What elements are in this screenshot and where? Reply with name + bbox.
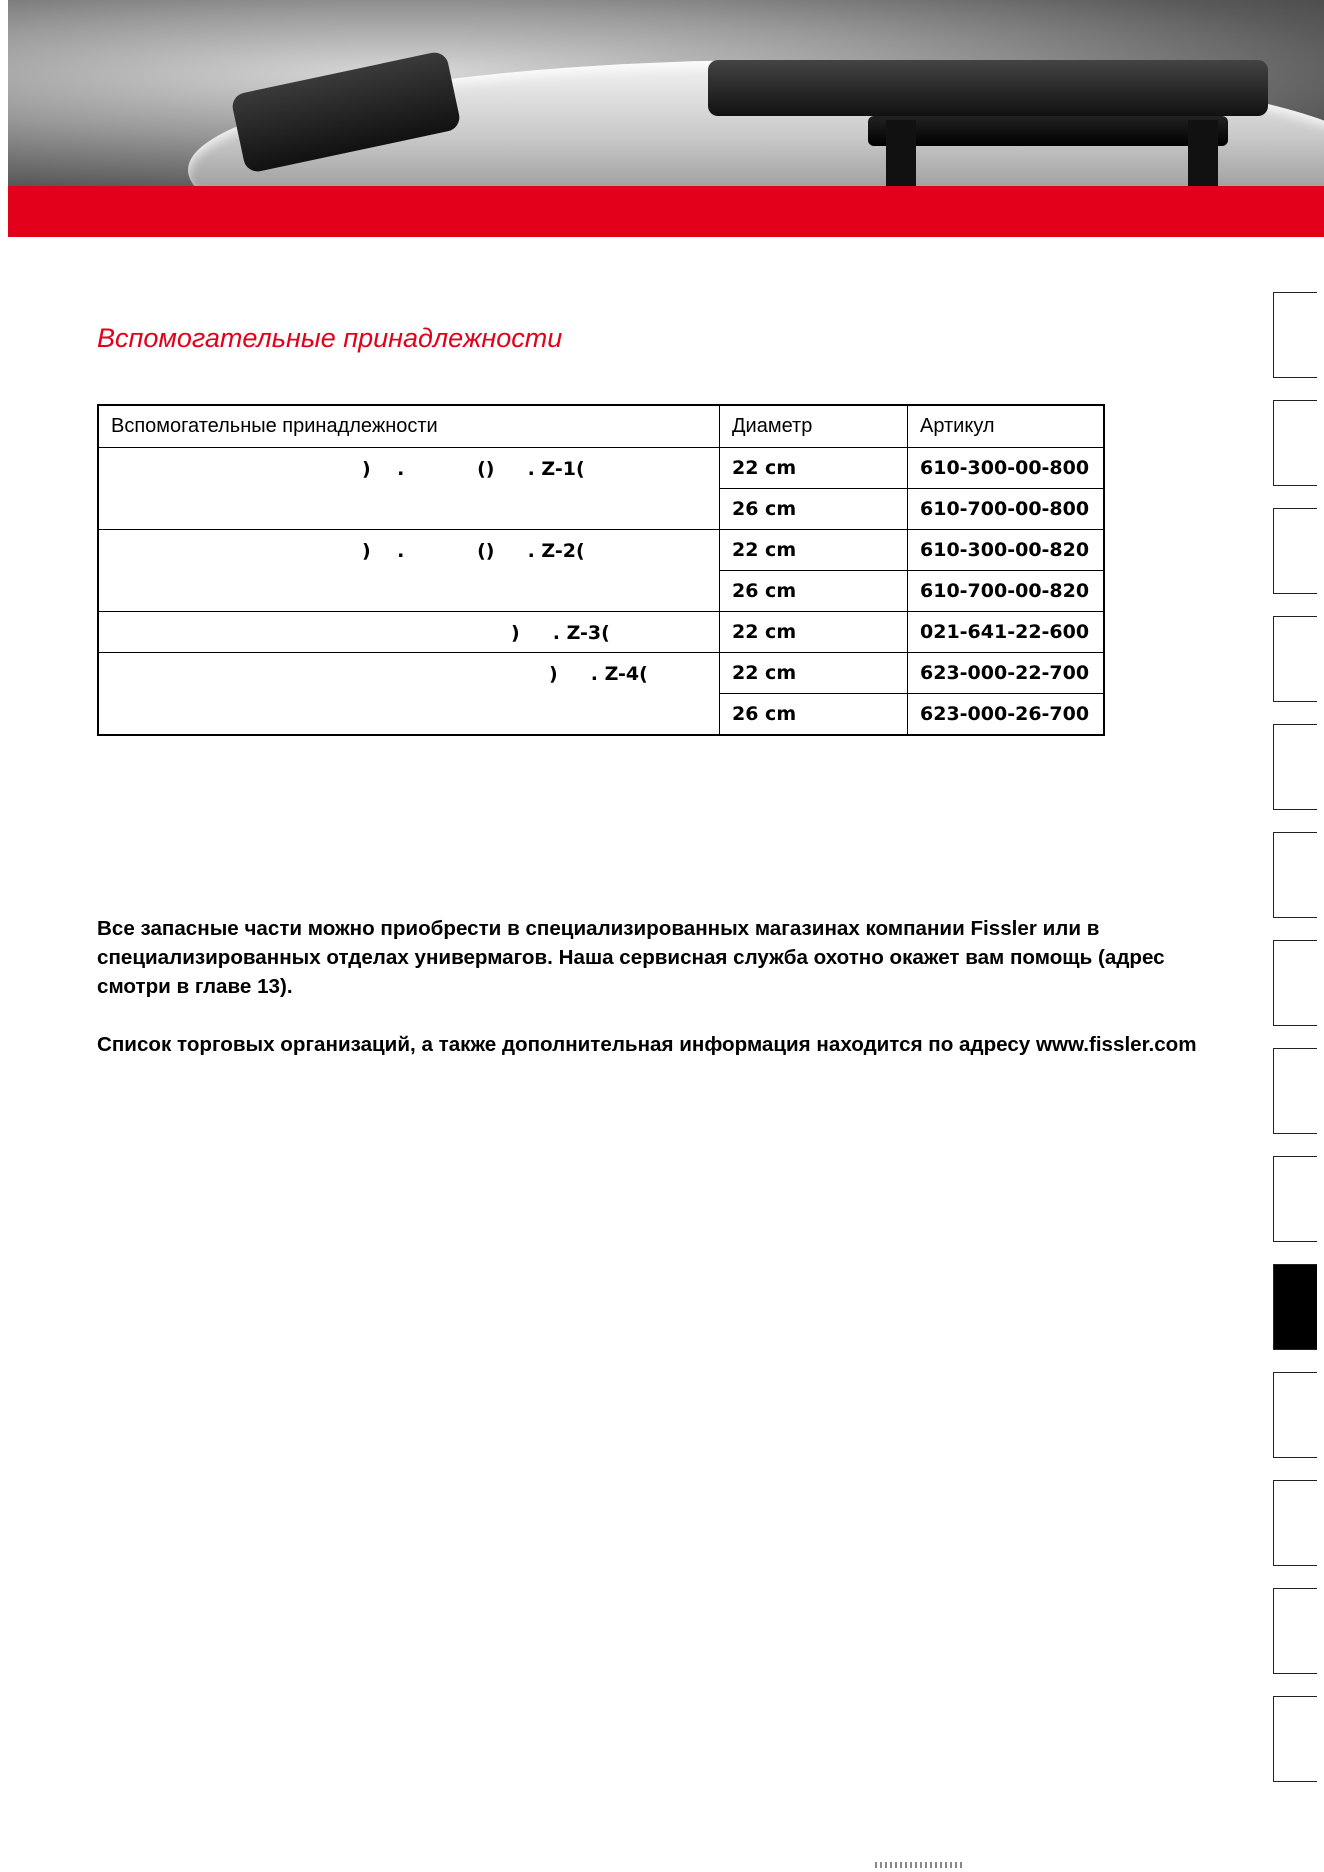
article-cell: 610-700-00-820 — [908, 571, 1105, 612]
chapter-tab[interactable] — [1273, 832, 1317, 918]
accessory-label: ) . () . Z-2( — [362, 540, 585, 562]
diameter-cell: 22 cm — [720, 530, 908, 571]
chapter-tab[interactable] — [1273, 400, 1317, 486]
article-cell: 610-300-00-800 — [908, 448, 1105, 489]
accessory-label: ) . () . Z-1( — [362, 458, 585, 480]
chapter-tab-active[interactable] — [1273, 1264, 1317, 1350]
accessory-name-cell — [98, 653, 720, 736]
handle-support-shape — [886, 120, 916, 186]
accessory-name-cell — [98, 612, 720, 653]
diameter-cell: 26 cm — [720, 489, 908, 530]
article-cell: 021-641-22-600 — [908, 612, 1105, 653]
table-row — [98, 448, 1104, 489]
column-header-article: Артикул — [908, 405, 1105, 448]
table-row — [98, 530, 1104, 571]
cooker-handle-bar-shape — [868, 116, 1228, 146]
accessory-name-cell — [98, 448, 720, 530]
table-row — [98, 612, 1104, 653]
column-header-accessory: Вспомогательные принадлежности — [98, 405, 720, 448]
handle-support-shape — [1188, 120, 1218, 186]
diameter-cell: 22 cm — [720, 653, 908, 694]
page-title: Вспомогательные принадлежности — [97, 323, 563, 353]
footer-print-mark — [875, 1862, 965, 1868]
chapter-tab[interactable] — [1273, 292, 1317, 378]
header-red-bar — [8, 186, 1324, 237]
cooker-handle-shape — [708, 60, 1268, 116]
accessory-name-cell — [98, 530, 720, 612]
header-photo — [8, 0, 1324, 186]
dealers-paragraph: Список торговых организаций, а также дополнительная информация находится по адресу www.fissler.com — [97, 1033, 1197, 1056]
diameter-cell: 26 cm — [720, 571, 908, 612]
column-header-diameter: Диаметр — [720, 405, 908, 448]
chapter-tab[interactable] — [1273, 1156, 1317, 1242]
chapter-tab[interactable] — [1273, 1048, 1317, 1134]
article-cell: 623-000-22-700 — [908, 653, 1105, 694]
table-header-row — [98, 405, 1104, 448]
chapter-tab[interactable] — [1273, 724, 1317, 810]
chapter-tab[interactable] — [1273, 1372, 1317, 1458]
diameter-cell: 22 cm — [720, 448, 908, 489]
chapter-tab[interactable] — [1273, 508, 1317, 594]
chapter-tab[interactable] — [1273, 616, 1317, 702]
chapter-tab[interactable] — [1273, 1480, 1317, 1566]
accessory-label: ) . Z-3( — [511, 622, 610, 644]
spare-parts-paragraph: Все запасные части можно приобрести в специализированных магазинах компании Fissler или в специализированных отделах универмагов. Наша сервисная служба охотно окажет вам помощь (адрес смотри в главе 13). — [97, 917, 1165, 998]
chapter-tab[interactable] — [1273, 1696, 1317, 1782]
article-cell: 610-300-00-820 — [908, 530, 1105, 571]
chapter-tab[interactable] — [1273, 1588, 1317, 1674]
accessory-label: ) . Z-4( — [549, 663, 648, 685]
diameter-cell: 22 cm — [720, 612, 908, 653]
table-row — [98, 653, 1104, 694]
accessories-table — [97, 404, 1105, 736]
chapter-tab[interactable] — [1273, 940, 1317, 1026]
article-cell: 610-700-00-800 — [908, 489, 1105, 530]
article-cell: 623-000-26-700 — [908, 694, 1105, 736]
diameter-cell: 26 cm — [720, 694, 908, 736]
